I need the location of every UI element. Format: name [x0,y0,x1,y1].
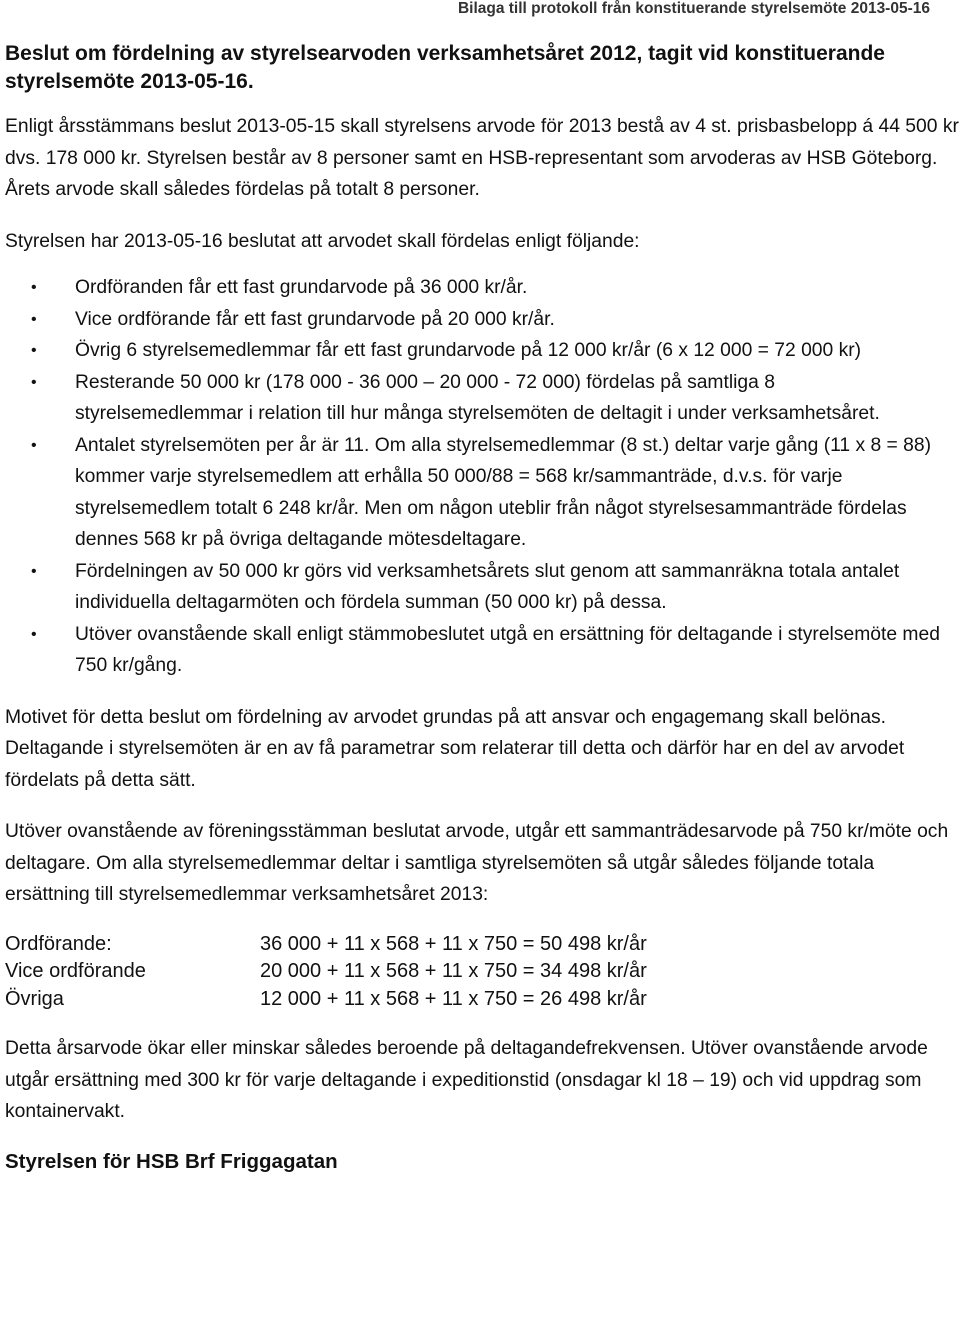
list-item-text: Resterande 50 000 kr (178 000 - 36 000 – 20 000 - 72 000) fördelas på samtliga 8 styrelsemedlemmar i relation till hur många styrelsemöten de deltagit i under verksamhetsåret. [75,371,880,424]
list-item [5,272,945,304]
list-item-text: Vice ordförande får ett fast grundarvode på 20 000 kr/år. [75,308,555,330]
list-item-text: Antalet styrelsemöten per år är 11. Om alla styrelsemedlemmar (8 st.) deltar varje gång (11 x 8 = 88) kommer varje styrelsemedlem att erhålla 50 000/88 = 568 kr/sammanträde, d.v.s. för varje styrelsemedlem totalt 6 248 kr/år. Men om någon uteblir från något styrelsesammanträde fördelas dennes 568 kr på övriga deltagande mötesdeltagare. [75,434,932,550]
fee-role: Övriga [5,987,64,1010]
fee-calculation: 12 000 + 11 x 568 + 11 x 750 = 26 498 kr/år [260,987,647,1010]
bullet-icon: • [31,279,37,296]
table-row [5,931,647,959]
signature: Styrelsen för HSB Brf Friggagatan [5,1149,338,1173]
document-body [5,40,960,1176]
list-item [5,556,945,619]
fee-role: Vice ordförande [5,960,146,982]
table-row [5,986,647,1014]
annex-header: Bilaga till protokoll från konstituerande styrelsemöte 2013-05-16 [457,0,930,17]
fee-calculation: 20 000 + 11 x 568 + 11 x 750 = 34 498 kr/år [260,960,647,982]
bullet-icon: • [31,436,37,454]
document-title: Beslut om fördelning av styrelsearvoden verksamhetsåret 2012, tagit vid konstituerande styrelsemöte 2013-05-16. [5,42,885,93]
motive-paragraph: Motivet för detta beslut om fördelning av arvodet grundas på att ansvar och engagemang skall belönas. Deltagande i styrelsemöten är en av få parametrar som relaterar till detta och därför har en del av arvodet fördelats på detta sätt. [5,706,905,791]
list-item [5,335,945,367]
meeting-fee-paragraph: Utöver ovanstående av föreningsstämman beslutat arvode, utgår ett sammanträdesarvode på 750 kr/möte och deltagare. Om alla styrelsemedlemmar deltar i samtliga styrelsemöten så utgår således följande totala ersättning till styrelsemedlemmar verksamhetsåret 2013: [5,821,949,905]
intro-paragraph: Enligt årsstämmans beslut 2013-05-15 skall styrelsens arvode för 2013 bestå av 4 st. prisbasbelopp á 44 500 kr dvs. 178 000 kr. Styrelsen består av 8 personer samt en HSB-representant som arvoderas av HSB Göteborg. Årets arvode skall således fördelas på totalt 8 personer. [5,116,959,200]
list-item-text: Fördelningen av 50 000 kr görs vid verksamhetsårets slut genom att sammanräkna totala antalet individuella deltagarmöten och fördela summan (50 000 kr) på dessa. [75,560,900,613]
table-row [5,958,647,986]
fee-calculation: 36 000 + 11 x 568 + 11 x 750 = 50 498 kr/år [260,932,647,955]
fee-distribution-list [5,272,960,682]
list-item [5,367,945,430]
bullet-icon: • [31,310,37,328]
list-item [5,304,945,336]
list-item-text: Övrig 6 styrelsemedlemmar får ett fast grundarvode på 12 000 kr/år (6 x 12 000 = 72 000 kr) [75,340,862,361]
fee-table [5,931,647,1014]
variation-paragraph: Detta årsarvode ökar eller minskar således beroende på deltagandefrekvensen. Utöver ovanstående arvode utgår ersättning med 300 kr för varje deltagande i expeditionstid (onsdagar kl 18 – 19) och vid uppdrag som kontainervakt. [5,1038,928,1122]
list-item [5,619,945,682]
list-item-text: Ordföranden får ett fast grundarvode på 36 000 kr/år. [75,277,528,298]
list-item-text: Utöver ovanstående skall enligt stämmobeslutet utgå en ersättning för deltagande i styrelsemöte med 750 kr/gång. [75,623,940,676]
bullet-icon: • [31,625,37,643]
bullet-icon: • [31,342,37,359]
bullet-icon: • [31,373,37,391]
bullet-icon: • [31,562,37,580]
fee-role: Ordförande: [5,932,112,955]
list-item [5,430,945,556]
decision-paragraph: Styrelsen har 2013-05-16 beslutat att arvodet skall fördelas enligt följande: [5,230,640,252]
